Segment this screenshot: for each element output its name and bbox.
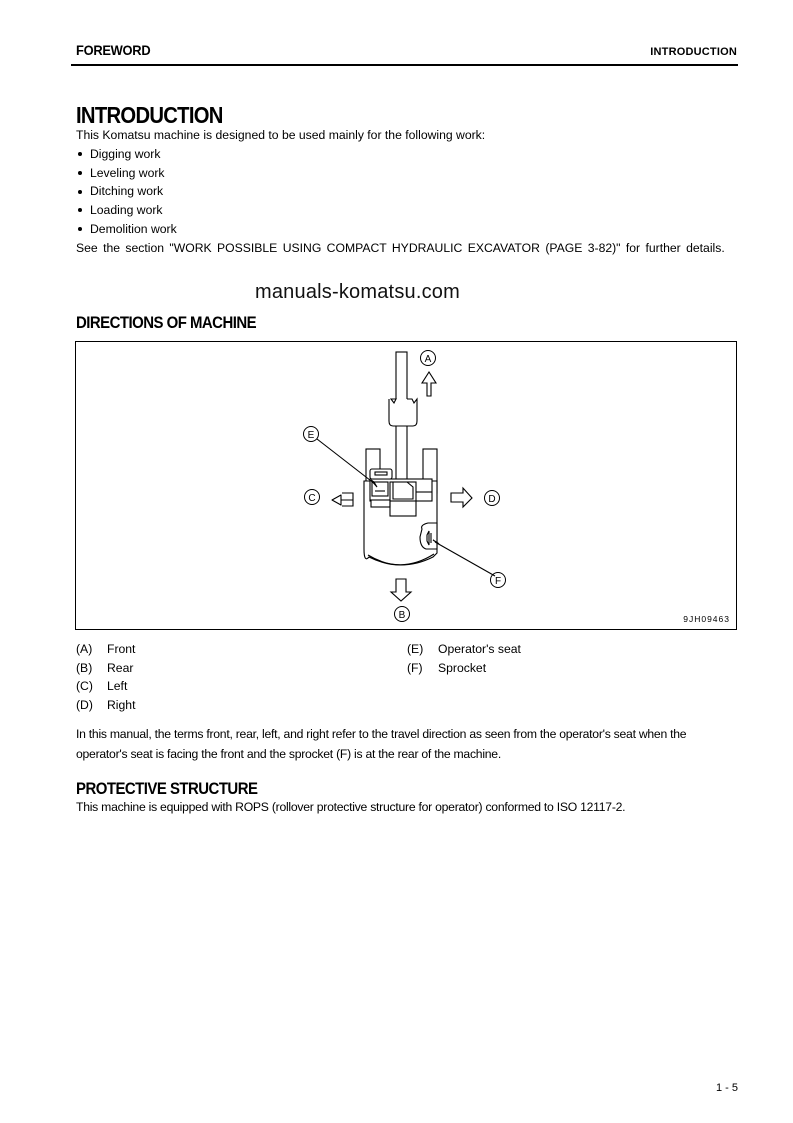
callout-markers: [76, 342, 736, 629]
header-chapter-title: INTRODUCTION: [650, 46, 737, 58]
svg-text:B: B: [398, 610, 406, 621]
list-item: Demolition work: [78, 220, 177, 239]
bullet-icon: [78, 152, 82, 156]
directions-heading: DIRECTIONS OF MACHINE: [76, 313, 257, 332]
header-section-title: FOREWORD: [76, 42, 151, 58]
svg-text:D: D: [488, 494, 496, 505]
legend-item: (D) Right: [76, 698, 136, 713]
watermark: manuals-komatsu.com: [255, 281, 460, 303]
directions-note: In this manual, the terms front, rear, left, and right refer to the travel direction as seen from the operator's seat when the operator's seat is facing the front and the sprocket (F) is at the rear of the machine.: [76, 727, 687, 761]
svg-text:C: C: [308, 493, 316, 504]
legend-item: (E) Operator's seat: [407, 642, 521, 656]
intro-paragraph: This Komatsu machine is designed to be used mainly for the following work:: [76, 128, 486, 142]
page-title: INTRODUCTION: [76, 102, 223, 128]
legend-item: (C) Left: [76, 679, 128, 694]
bullet-icon: [78, 190, 82, 194]
page-number: 1 - 5: [716, 1082, 739, 1094]
legend-item: (F) Sprocket: [407, 660, 487, 675]
list-item: Loading work: [78, 201, 177, 220]
legend-column-right: [407, 640, 607, 677]
bullet-icon: [78, 208, 82, 212]
list-item: Leveling work: [78, 164, 177, 183]
see-also-paragraph: See the section "WORK POSSIBLE USING COMPACT HYDRAULIC EXCAVATOR (PAGE 3-82)" for further details.: [76, 241, 725, 255]
list-item: Digging work: [78, 145, 177, 164]
svg-text:E: E: [307, 430, 315, 441]
bullet-icon: [78, 171, 82, 175]
svg-text:A: A: [424, 354, 432, 365]
protective-structure-text: This machine is equipped with ROPS (rollover protective structure for operator) conformed to ISO 12117-2.: [76, 800, 626, 814]
protective-structure-heading: PROTECTIVE STRUCTURE: [76, 779, 258, 798]
header-divider: [71, 64, 738, 66]
legend-column-left: [76, 640, 135, 715]
figure-code: 9JH09463: [683, 614, 730, 624]
legend-item: (A) Front: [76, 642, 136, 656]
svg-text:F: F: [494, 576, 502, 587]
legend-item: (B) Rear: [76, 660, 134, 675]
work-list: [78, 145, 177, 238]
bullet-icon: [78, 227, 82, 231]
list-item: Ditching work: [78, 182, 177, 201]
directions-figure: [75, 341, 737, 630]
